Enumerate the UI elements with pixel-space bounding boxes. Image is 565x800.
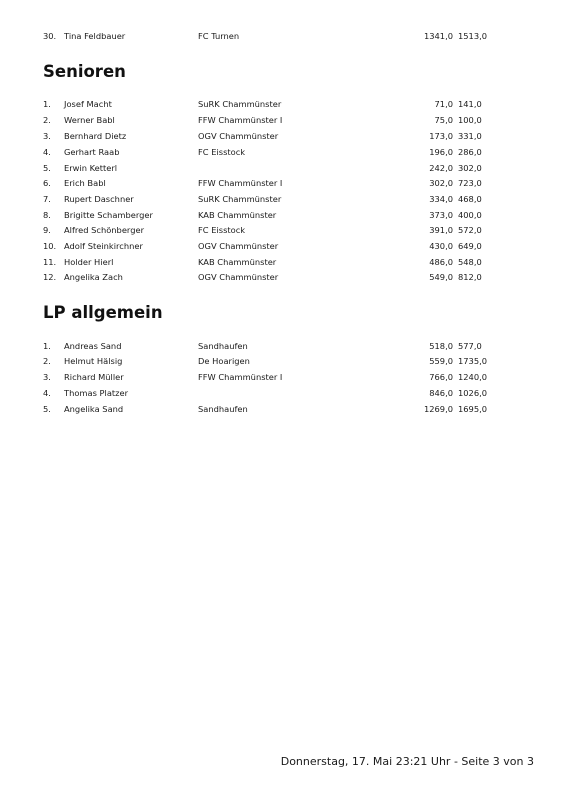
value2-cell: 572,0 bbox=[458, 225, 482, 235]
value1-cell: 196,0 bbox=[429, 147, 453, 157]
club-cell: OGV Chammünster bbox=[198, 241, 279, 251]
name-cell: Adolf Steinkirchner bbox=[64, 241, 143, 251]
value2-cell: 331,0 bbox=[458, 131, 482, 141]
value2-cell: 468,0 bbox=[458, 194, 482, 204]
value1-cell: 1341,0 bbox=[423, 31, 453, 41]
value2-cell: 1026,0 bbox=[458, 388, 488, 398]
rank-cell: 3. bbox=[43, 131, 51, 141]
club-cell: FC Eisstock bbox=[198, 225, 246, 235]
rank-cell: 8. bbox=[43, 210, 51, 220]
value1-cell: 549,0 bbox=[429, 272, 453, 282]
page-footer: Donnerstag, 17. Mai 23:21 Uhr - Seite 3 von 3 bbox=[280, 755, 534, 768]
value2-cell: 577,0 bbox=[458, 341, 482, 351]
club-cell: SuRK Chammünster bbox=[198, 194, 282, 204]
name-cell: Angelika Sand bbox=[64, 404, 124, 414]
value1-cell: 559,0 bbox=[429, 356, 453, 366]
table-row bbox=[0, 401, 565, 417]
rank-cell: 4. bbox=[43, 147, 51, 157]
value1-cell: 518,0 bbox=[429, 341, 453, 351]
table-row bbox=[0, 96, 565, 112]
value1-cell: 173,0 bbox=[429, 131, 453, 141]
name-cell: Helmut Hälsig bbox=[64, 356, 123, 366]
table-row bbox=[0, 128, 565, 144]
table-row bbox=[0, 254, 565, 270]
name-cell: Thomas Platzer bbox=[64, 388, 129, 398]
table-row bbox=[0, 28, 565, 44]
club-cell: FFW Chammünster I bbox=[198, 115, 283, 125]
name-cell: Andreas Sand bbox=[64, 341, 122, 351]
rank-cell: 12. bbox=[43, 272, 57, 282]
value1-cell: 373,0 bbox=[429, 210, 453, 220]
name-cell: Erwin Ketterl bbox=[64, 163, 118, 173]
value2-cell: 649,0 bbox=[458, 241, 482, 251]
value2-cell: 286,0 bbox=[458, 147, 482, 157]
value1-cell: 75,0 bbox=[434, 115, 453, 125]
value2-cell: 1240,0 bbox=[458, 372, 488, 382]
value2-cell: 302,0 bbox=[458, 163, 482, 173]
value1-cell: 846,0 bbox=[429, 388, 453, 398]
table-row bbox=[0, 175, 565, 191]
club-cell: KAB Chammünster bbox=[198, 210, 277, 220]
table-row bbox=[0, 191, 565, 207]
value1-cell: 430,0 bbox=[429, 241, 453, 251]
name-cell: Brigitte Schamberger bbox=[64, 210, 153, 220]
name-cell: Werner Babl bbox=[64, 115, 115, 125]
name-cell: Holder Hierl bbox=[64, 257, 114, 267]
table-row bbox=[0, 207, 565, 223]
value2-cell: 141,0 bbox=[458, 99, 482, 109]
table-row bbox=[0, 269, 565, 285]
rank-cell: 7. bbox=[43, 194, 51, 204]
value1-cell: 242,0 bbox=[429, 163, 453, 173]
rank-cell: 1. bbox=[43, 99, 51, 109]
rank-cell: 30. bbox=[43, 31, 57, 41]
section-title-lp-allgemein: LP allgemein bbox=[43, 303, 163, 322]
value2-cell: 1513,0 bbox=[458, 31, 488, 41]
name-cell: Tina Feldbauer bbox=[64, 31, 126, 41]
name-cell: Richard Müller bbox=[64, 372, 124, 382]
table-row bbox=[0, 112, 565, 128]
value2-cell: 400,0 bbox=[458, 210, 482, 220]
value1-cell: 1269,0 bbox=[423, 404, 453, 414]
value1-cell: 486,0 bbox=[429, 257, 453, 267]
club-cell: De Hoarigen bbox=[198, 356, 250, 366]
table-row bbox=[0, 338, 565, 354]
table-row bbox=[0, 222, 565, 238]
value1-cell: 302,0 bbox=[429, 178, 453, 188]
table-row bbox=[0, 353, 565, 369]
rank-cell: 11. bbox=[43, 257, 57, 267]
club-cell: OGV Chammünster bbox=[198, 272, 279, 282]
value1-cell: 334,0 bbox=[429, 194, 453, 204]
rank-cell: 6. bbox=[43, 178, 51, 188]
table-row bbox=[0, 385, 565, 401]
rank-cell: 2. bbox=[43, 115, 51, 125]
club-cell: Sandhaufen bbox=[198, 341, 248, 351]
value2-cell: 1695,0 bbox=[458, 404, 488, 414]
value2-cell: 723,0 bbox=[458, 178, 482, 188]
rank-cell: 5. bbox=[43, 163, 51, 173]
club-cell: Sandhaufen bbox=[198, 404, 248, 414]
club-cell: FC Turnen bbox=[198, 31, 240, 41]
value1-cell: 766,0 bbox=[429, 372, 453, 382]
club-cell: FFW Chammünster I bbox=[198, 178, 283, 188]
rank-cell: 1. bbox=[43, 341, 51, 351]
rank-cell: 5. bbox=[43, 404, 51, 414]
value2-cell: 100,0 bbox=[458, 115, 482, 125]
table-row bbox=[0, 160, 565, 176]
name-cell: Josef Macht bbox=[64, 99, 112, 109]
name-cell: Bernhard Dietz bbox=[64, 131, 127, 141]
rank-cell: 9. bbox=[43, 225, 51, 235]
name-cell: Rupert Daschner bbox=[64, 194, 134, 204]
value1-cell: 391,0 bbox=[429, 225, 453, 235]
name-cell: Gerhart Raab bbox=[64, 147, 120, 157]
value2-cell: 812,0 bbox=[458, 272, 482, 282]
name-cell: Erich Babl bbox=[64, 178, 106, 188]
table-row bbox=[0, 369, 565, 385]
section-title-senioren: Senioren bbox=[43, 62, 126, 81]
club-cell: FC Eisstock bbox=[198, 147, 246, 157]
rank-cell: 2. bbox=[43, 356, 51, 366]
table-row bbox=[0, 144, 565, 160]
rank-cell: 10. bbox=[43, 241, 57, 251]
value1-cell: 71,0 bbox=[434, 99, 453, 109]
rank-cell: 3. bbox=[43, 372, 51, 382]
value2-cell: 548,0 bbox=[458, 257, 482, 267]
club-cell: SuRK Chammünster bbox=[198, 99, 282, 109]
club-cell: FFW Chammünster I bbox=[198, 372, 283, 382]
table-row bbox=[0, 238, 565, 254]
name-cell: Alfred Schönberger bbox=[64, 225, 144, 235]
rank-cell: 4. bbox=[43, 388, 51, 398]
club-cell: KAB Chammünster bbox=[198, 257, 277, 267]
value2-cell: 1735,0 bbox=[458, 356, 488, 366]
club-cell: OGV Chammünster bbox=[198, 131, 279, 141]
name-cell: Angelika Zach bbox=[64, 272, 123, 282]
